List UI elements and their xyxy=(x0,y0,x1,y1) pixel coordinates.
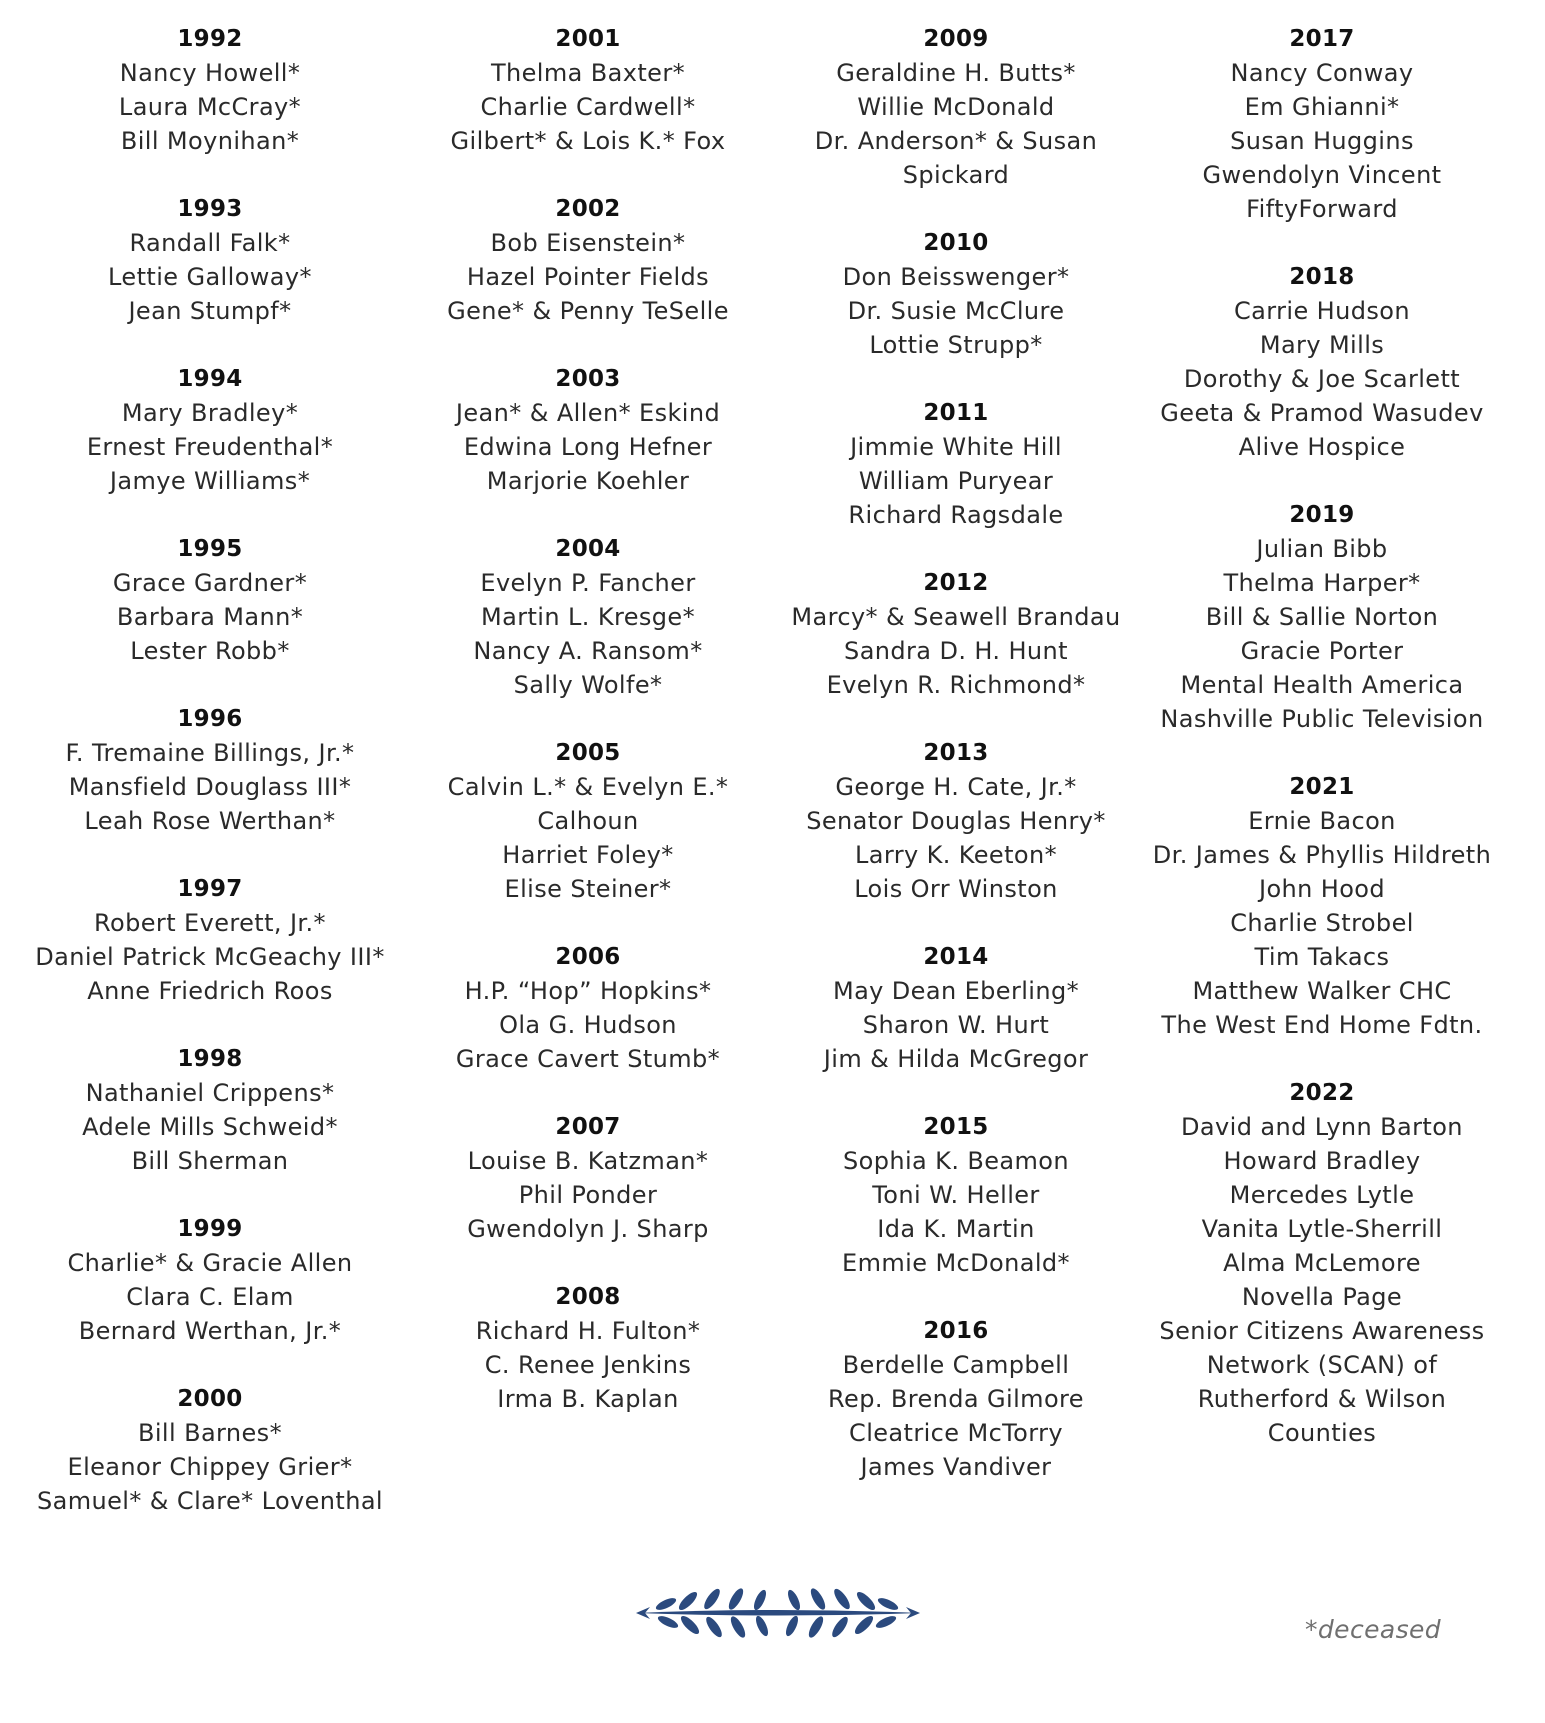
honoree-name: F. Tremaine Billings, Jr.* xyxy=(65,739,355,767)
year-heading: 2006 xyxy=(555,944,621,970)
honoree-name: Geeta & Pramod Wasudev xyxy=(1160,399,1484,427)
year-heading: 2011 xyxy=(923,400,989,426)
honoree-name: Willie McDonald xyxy=(857,93,1055,121)
honoree-name: Sandra D. H. Hunt xyxy=(844,637,1068,665)
honoree-name: Clara C. Elam xyxy=(126,1283,294,1311)
year-heading: 2008 xyxy=(555,1284,621,1310)
year-heading: 2015 xyxy=(923,1114,989,1140)
honoree-name: Em Ghianni* xyxy=(1244,93,1400,121)
honoree-name: Sally Wolfe* xyxy=(513,671,663,699)
honoree-name: Evelyn P. Fancher xyxy=(480,569,696,597)
honoree-name: Calhoun xyxy=(537,807,639,835)
honoree-name: Mental Health America xyxy=(1180,671,1464,699)
year-group xyxy=(447,940,729,1076)
honoree-name: Susan Huggins xyxy=(1230,127,1414,155)
honoree-name: Bill Barnes* xyxy=(137,1419,282,1447)
honoree-name: Jamye Williams* xyxy=(109,467,311,495)
year-heading: 1995 xyxy=(177,536,243,562)
honoree-name: Larry K. Keeton* xyxy=(854,841,1057,869)
honoree-name: Lester Robb* xyxy=(130,637,290,665)
year-heading: 2010 xyxy=(923,230,989,256)
honoree-name: Adele Mills Schweid* xyxy=(82,1113,338,1141)
year-heading: 2013 xyxy=(923,740,989,766)
year-heading: 1994 xyxy=(177,366,243,392)
honoree-name: Counties xyxy=(1267,1419,1377,1447)
year-heading: 1997 xyxy=(177,876,243,902)
year-heading: 2012 xyxy=(923,570,989,596)
honoree-name: Vanita Lytle-Sherrill xyxy=(1201,1215,1443,1243)
honoree-name: Martin L. Kresge* xyxy=(481,603,695,631)
honoree-name: Anne Friedrich Roos xyxy=(87,977,333,1005)
honoree-name: Matthew Walker CHC xyxy=(1192,977,1452,1005)
honoree-name: Richard H. Fulton* xyxy=(475,1317,701,1345)
honoree-name: Dr. James & Phyllis Hildreth xyxy=(1152,841,1492,869)
honoree-name: Lettie Galloway* xyxy=(108,263,312,291)
year-group xyxy=(1153,498,1491,736)
column-3 xyxy=(791,22,1120,1518)
honoree-name: Evelyn R. Richmond* xyxy=(826,671,1086,699)
year-heading: 2019 xyxy=(1289,502,1355,528)
year-group xyxy=(791,22,1120,192)
honoree-name: Novella Page xyxy=(1241,1283,1403,1311)
honoree-name: Thelma Baxter* xyxy=(490,59,686,87)
year-group xyxy=(1153,260,1491,464)
honoree-name: Cleatrice McTorry xyxy=(849,1419,1063,1447)
year-group xyxy=(447,192,729,328)
year-heading: 1999 xyxy=(177,1216,243,1242)
honoree-name: Louise B. Katzman* xyxy=(467,1147,709,1175)
honoree-name: H.P. “Hop” Hopkins* xyxy=(464,977,712,1005)
honoree-name: Charlie* & Gracie Allen xyxy=(67,1249,353,1277)
year-group xyxy=(447,1280,729,1416)
year-group xyxy=(791,396,1120,532)
honoree-name: Grace Gardner* xyxy=(112,569,308,597)
honoree-name: Samuel* & Clare* Loventhal xyxy=(36,1487,384,1515)
honoree-name: FiftyForward xyxy=(1246,195,1398,223)
year-group xyxy=(791,736,1120,906)
honoree-name: Thelma Harper* xyxy=(1223,569,1421,597)
honoree-name: Harriet Foley* xyxy=(502,841,674,869)
honoree-name: George H. Cate, Jr.* xyxy=(835,773,1077,801)
honoree-name: Nancy Howell* xyxy=(119,59,301,87)
honoree-name: Lois Orr Winston xyxy=(854,875,1058,903)
honoree-name: Ola G. Hudson xyxy=(499,1011,677,1039)
honoree-name: Grace Cavert Stumb* xyxy=(455,1045,721,1073)
honoree-name: Nancy A. Ransom* xyxy=(473,637,703,665)
year-heading: 2004 xyxy=(555,536,621,562)
year-group xyxy=(791,1314,1120,1484)
year-group xyxy=(35,872,385,1008)
honoree-name: Bill Sherman xyxy=(131,1147,289,1175)
honoree-name: Gwendolyn Vincent xyxy=(1202,161,1442,189)
honoree-name: Marjorie Koehler xyxy=(486,467,690,495)
column-4 xyxy=(1153,22,1491,1484)
year-group xyxy=(791,566,1120,702)
honoree-name: Ida K. Martin xyxy=(877,1215,1035,1243)
honoree-name: Eleanor Chippey Grier* xyxy=(67,1453,353,1481)
honoree-name: Jean* & Allen* Eskind xyxy=(455,399,721,427)
year-group xyxy=(447,22,729,158)
honoree-name: Robert Everett, Jr.* xyxy=(94,909,326,937)
honoree-name: Laura McCray* xyxy=(118,93,302,121)
honoree-name: Calvin L.* & Evelyn E.* xyxy=(447,773,729,801)
honoree-name: Mary Bradley* xyxy=(121,399,299,427)
year-group xyxy=(35,22,385,158)
honoree-name: Charlie Strobel xyxy=(1230,909,1414,937)
honoree-name: Ernie Bacon xyxy=(1248,807,1396,835)
honoree-name: Network (SCAN) of xyxy=(1206,1351,1438,1379)
honoree-name: Edwina Long Hefner xyxy=(463,433,713,461)
honoree-name: John Hood xyxy=(1258,875,1386,903)
honoree-name: Sophia K. Beamon xyxy=(843,1147,1069,1175)
year-heading: 2016 xyxy=(923,1318,989,1344)
year-group xyxy=(447,736,729,906)
year-heading: 1998 xyxy=(177,1046,243,1072)
year-group xyxy=(1153,770,1491,1042)
year-group xyxy=(791,226,1120,362)
year-heading: 2001 xyxy=(555,26,621,52)
year-heading: 2009 xyxy=(923,26,989,52)
year-heading: 2018 xyxy=(1289,264,1355,290)
year-group xyxy=(791,1110,1120,1280)
deceased-legend: *deceased xyxy=(1305,1615,1442,1644)
honoree-name: Daniel Patrick McGeachy III* xyxy=(35,943,385,971)
honoree-name: Nancy Conway xyxy=(1230,59,1414,87)
honoree-name: Bernard Werthan, Jr.* xyxy=(78,1317,342,1345)
honoree-name: Phil Ponder xyxy=(518,1181,658,1209)
honoree-name: Tim Takacs xyxy=(1254,943,1390,971)
honoree-name: Dr. Susie McClure xyxy=(847,297,1065,325)
year-group xyxy=(35,532,385,668)
honoree-name: Mary Mills xyxy=(1259,331,1385,359)
honoree-name: Geraldine H. Butts* xyxy=(836,59,1076,87)
honoree-name: Toni W. Heller xyxy=(872,1181,1040,1209)
honoree-name: Randall Falk* xyxy=(129,229,291,257)
honoree-name: Nathaniel Crippens* xyxy=(85,1079,335,1107)
year-heading: 2021 xyxy=(1289,774,1355,800)
year-heading: 1996 xyxy=(177,706,243,732)
honoree-name: Bill Moynihan* xyxy=(120,127,300,155)
honoree-name: Spickard xyxy=(902,161,1010,189)
honoree-name: Rep. Brenda Gilmore xyxy=(828,1385,1084,1413)
honoree-name: Howard Bradley xyxy=(1223,1147,1421,1175)
laurel-branch-icon xyxy=(628,1578,928,1648)
honoree-name: Mercedes Lytle xyxy=(1229,1181,1415,1209)
honoree-name: Gwendolyn J. Sharp xyxy=(467,1215,709,1243)
honoree-name: Sharon W. Hurt xyxy=(862,1011,1050,1039)
column-2 xyxy=(447,22,729,1450)
honoree-name: Gilbert* & Lois K.* Fox xyxy=(450,127,726,155)
year-group xyxy=(1153,1076,1491,1450)
honoree-name: Ernest Freudenthal* xyxy=(86,433,334,461)
honoree-name: Elise Steiner* xyxy=(504,875,672,903)
honoree-name: Charlie Cardwell* xyxy=(480,93,696,121)
honoree-name: Bob Eisenstein* xyxy=(490,229,686,257)
honoree-name: Jim & Hilda McGregor xyxy=(823,1045,1089,1073)
year-group xyxy=(1153,22,1491,226)
year-heading: 1993 xyxy=(177,196,243,222)
honoree-name: Carrie Hudson xyxy=(1234,297,1410,325)
year-heading: 2005 xyxy=(555,740,621,766)
honoree-name: Dr. Anderson* & Susan xyxy=(814,127,1098,155)
honoree-name: Hazel Pointer Fields xyxy=(466,263,710,291)
honoree-name: Gracie Porter xyxy=(1240,637,1404,665)
year-heading: 2002 xyxy=(555,196,621,222)
year-heading: 2022 xyxy=(1289,1080,1355,1106)
honoree-name: Berdelle Campbell xyxy=(842,1351,1070,1379)
honoree-name: Emmie McDonald* xyxy=(842,1249,1070,1277)
year-group xyxy=(447,532,729,702)
honoree-name: Irma B. Kaplan xyxy=(497,1385,679,1413)
honoree-name: Don Beisswenger* xyxy=(842,263,1070,291)
honoree-name: Leah Rose Werthan* xyxy=(84,807,336,835)
year-group xyxy=(791,940,1120,1076)
honoree-name: Mansfield Douglass III* xyxy=(68,773,352,801)
year-heading: 2017 xyxy=(1289,26,1355,52)
honoree-name: Lottie Strupp* xyxy=(869,331,1043,359)
year-group xyxy=(447,362,729,498)
honoree-name: Nashville Public Television xyxy=(1160,705,1484,733)
year-heading: 1992 xyxy=(177,26,243,52)
year-heading: 2000 xyxy=(177,1386,243,1412)
honoree-name: Jimmie White Hill xyxy=(850,433,1062,461)
year-group xyxy=(35,1042,385,1178)
honoree-name: Richard Ragsdale xyxy=(848,501,1064,529)
honoree-name: Senator Douglas Henry* xyxy=(806,807,1106,835)
year-group xyxy=(35,702,385,838)
honoree-name: Alma McLemore xyxy=(1223,1249,1421,1277)
year-group xyxy=(35,1212,385,1348)
honoree-name: David and Lynn Barton xyxy=(1181,1113,1463,1141)
honoree-name: Gene* & Penny TeSelle xyxy=(447,297,729,325)
year-group xyxy=(35,1382,385,1518)
honoree-name: Barbara Mann* xyxy=(116,603,304,631)
honoree-name: Marcy* & Seawell Brandau xyxy=(791,603,1121,631)
honoree-name: Bill & Sallie Norton xyxy=(1205,603,1439,631)
year-group xyxy=(447,1110,729,1246)
honoree-name: Senior Citizens Awareness xyxy=(1159,1317,1485,1345)
honoree-name: C. Renee Jenkins xyxy=(484,1351,692,1379)
honoree-name: Alive Hospice xyxy=(1238,433,1406,461)
column-1 xyxy=(35,22,385,1552)
honoree-name: The West End Home Fdtn. xyxy=(1161,1011,1483,1039)
honoree-name: Rutherford & Wilson xyxy=(1197,1385,1447,1413)
honoree-name: Julian Bibb xyxy=(1256,535,1388,563)
honoree-name: May Dean Eberling* xyxy=(832,977,1080,1005)
year-group xyxy=(35,362,385,498)
honoree-name: William Puryear xyxy=(858,467,1054,495)
honoree-name: Jean Stumpf* xyxy=(128,297,292,325)
honoree-name: James Vandiver xyxy=(860,1453,1052,1481)
year-heading: 2007 xyxy=(555,1114,621,1140)
year-group xyxy=(35,192,385,328)
year-heading: 2014 xyxy=(923,944,989,970)
honoree-name: Dorothy & Joe Scarlett xyxy=(1183,365,1461,393)
year-heading: 2003 xyxy=(555,366,621,392)
